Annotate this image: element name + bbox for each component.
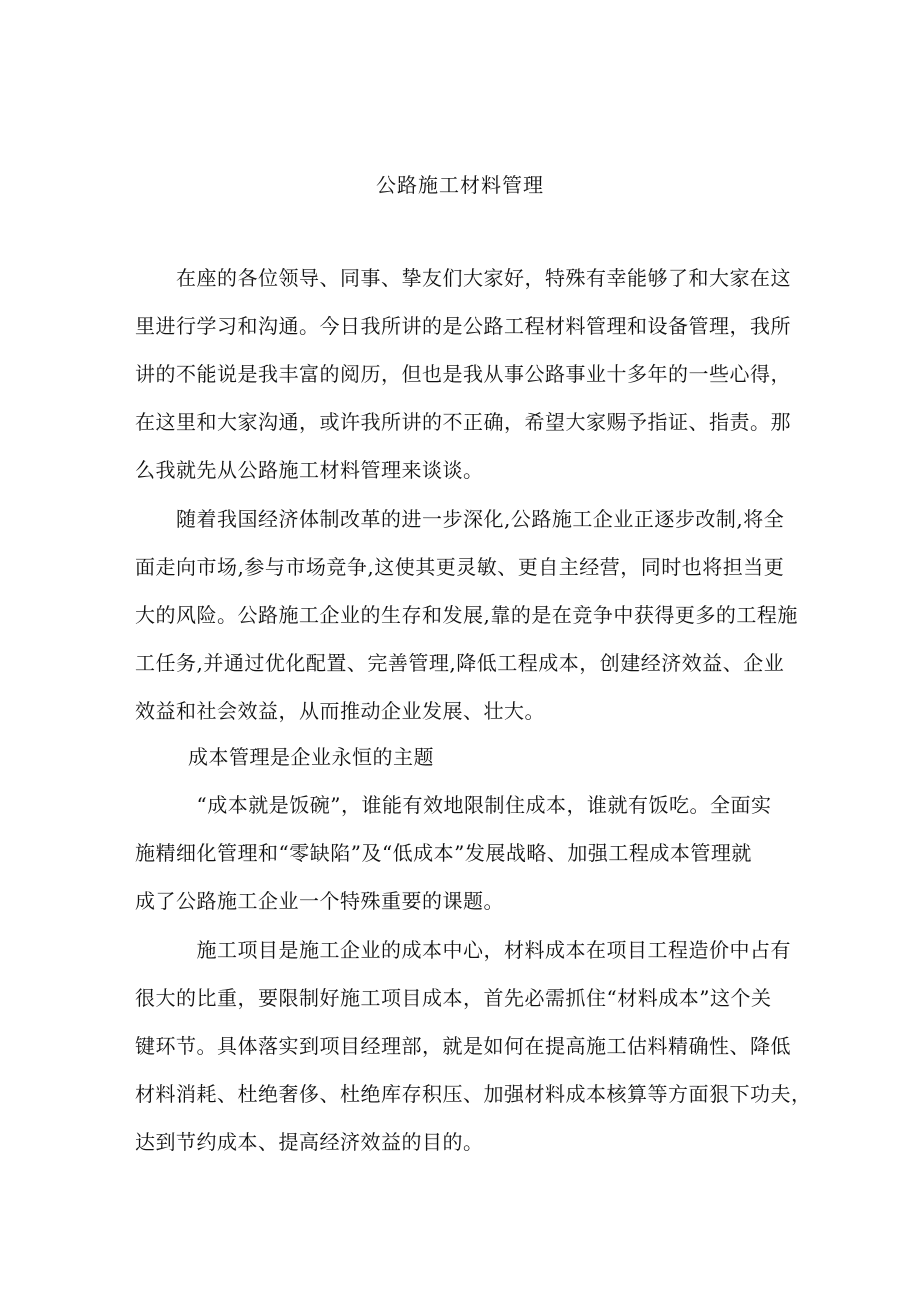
paragraph-line: 施工项目是施工企业的成本中心，材料成本在项目工程造价中占有: [135, 938, 791, 962]
paragraph-line: “成本就是饭碗”，谁能有效地限制住成本，谁就有饭吃。全面实: [135, 793, 772, 817]
paragraph-line: 么我就先从公路施工材料管理来谈谈。: [135, 458, 484, 482]
paragraph-line: 随着我国经济体制改革的进一步深化,公路施工企业正逐步改制,将全: [135, 507, 785, 531]
paragraph-4: [135, 926, 812, 1166]
paragraph-line: 面走向市场,参与市场竞争,这使其更灵敏、更自主经营，同时也将担当更: [135, 555, 785, 579]
document-title: 公路施工材料管理: [376, 173, 544, 197]
paragraph-2: [135, 495, 797, 735]
paragraph-line: 很大的比重，要限制好施工项目成本，首先必需抓住“材料成本”这个关: [135, 986, 772, 1010]
paragraph-line: 键环节。具体落实到项目经理部，就是如何在提高施工估料精确性、降低: [135, 1034, 791, 1058]
paragraph-line: 施精细化管理和“零缺陷”及“低成本”发展战略、加强工程成本管理就: [135, 841, 752, 865]
paragraph-line: 工任务,并通过优化配置、完善管理,降低工程成本，创建经济效益、企业: [135, 651, 785, 675]
paragraph-1: [135, 254, 797, 494]
paragraph-line: 材料消耗、杜绝奢侈、杜绝库存积压、加强材料成本核算等方面狠下功夫，: [135, 1082, 812, 1106]
paragraph-line: 成了公路施工企业一个特殊重要的课题。: [135, 889, 504, 913]
paragraph-line: 在这里和大家沟通，或许我所讲的不正确，希望大家赐予指证、指责。那: [135, 410, 791, 434]
paragraph-line: 在座的各位领导、同事、挚友们大家好，特殊有幸能够了和大家在这: [135, 266, 791, 290]
section-heading: 成本管理是企业永恒的主题: [188, 745, 434, 769]
paragraph-3: [135, 781, 797, 925]
paragraph-line: 里进行学习和沟通。今日我所讲的是公路工程材料管理和设备管理，我所: [135, 314, 791, 338]
paragraph-line: 效益和社会效益，从而推动企业发展、壮大。: [135, 699, 545, 723]
paragraph-line: 大的风险。公路施工企业的生存和发展,靠的是在竞争中获得更多的工程施: [135, 603, 798, 627]
paragraph-line: 达到节约成本、提高经济效益的目的。: [135, 1130, 484, 1154]
paragraph-line: 讲的不能说是我丰富的阅历，但也是我从事公路事业十多年的一些心得，: [135, 362, 791, 386]
